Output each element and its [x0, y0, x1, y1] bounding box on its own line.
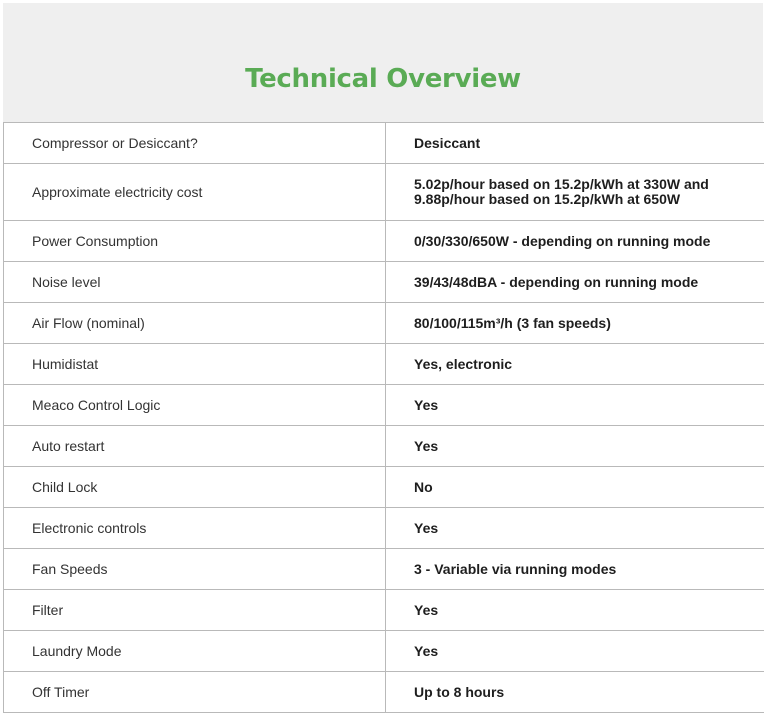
- spec-label: Humidistat: [4, 344, 386, 385]
- spec-label: Approximate electricity cost: [4, 164, 386, 221]
- table-row: [4, 590, 764, 631]
- spec-value-line: Yes: [414, 396, 439, 413]
- spec-value: [386, 164, 764, 221]
- spec-value-line: 5.02p/hour based on 15.2p/kWh at 330W and: [414, 176, 709, 192]
- table-row: [4, 385, 764, 426]
- table-row: [4, 164, 764, 221]
- specs-table: [3, 122, 764, 713]
- spec-label: Electronic controls: [4, 508, 386, 549]
- spec-value: [386, 508, 764, 549]
- spec-label: Compressor or Desiccant?: [4, 123, 386, 164]
- spec-label: Noise level: [4, 262, 386, 303]
- spec-value: [386, 221, 764, 262]
- spec-value: [386, 385, 764, 426]
- spec-value-line: 3 - Variable via running modes: [414, 560, 617, 577]
- spec-value-line: Yes: [414, 519, 439, 536]
- spec-value-line: No: [414, 478, 433, 495]
- table-row: [4, 631, 764, 672]
- spec-value-line: Yes: [414, 642, 439, 659]
- spec-label: Power Consumption: [4, 221, 386, 262]
- spec-label: Meaco Control Logic: [4, 385, 386, 426]
- spec-value: [386, 672, 764, 713]
- spec-value: [386, 467, 764, 508]
- table-row: [4, 672, 764, 713]
- spec-value: [386, 303, 764, 344]
- spec-value-line: Yes, electronic: [414, 355, 513, 372]
- section-title: Technical Overview: [245, 63, 521, 94]
- spec-label: Off Timer: [4, 672, 386, 713]
- spec-label: Filter: [4, 590, 386, 631]
- spec-value: [386, 549, 764, 590]
- spec-value-line: 80/100/115m³/h (3 fan speeds): [414, 314, 611, 331]
- spec-value-line: Yes: [414, 437, 439, 454]
- spec-value-line: 39/43/48dBA - depending on running mode: [414, 273, 699, 290]
- spec-value: [386, 590, 764, 631]
- table-row: [4, 262, 764, 303]
- spec-value: [386, 262, 764, 303]
- section-header: [3, 3, 763, 122]
- spec-value: [386, 344, 764, 385]
- table-row: [4, 344, 764, 385]
- spec-label: Air Flow (nominal): [4, 303, 386, 344]
- table-row: [4, 549, 764, 590]
- spec-value: [386, 426, 764, 467]
- spec-label: Fan Speeds: [4, 549, 386, 590]
- table-row: [4, 508, 764, 549]
- table-row: [4, 123, 764, 164]
- spec-value-line: Desiccant: [414, 134, 481, 151]
- spec-label: Auto restart: [4, 426, 386, 467]
- spec-value-line: 0/30/330/650W - depending on running mode: [414, 232, 711, 249]
- table-row: [4, 303, 764, 344]
- spec-value: [386, 123, 764, 164]
- table-row: [4, 426, 764, 467]
- table-row: [4, 221, 764, 262]
- spec-value-line: Up to 8 hours: [414, 683, 505, 700]
- spec-label: Child Lock: [4, 467, 386, 508]
- spec-value-line: Yes: [414, 601, 439, 618]
- spec-label: Laundry Mode: [4, 631, 386, 672]
- spec-value-line: 9.88p/hour based on 15.2p/kWh at 650W: [414, 191, 681, 207]
- spec-value: [386, 631, 764, 672]
- table-row: [4, 467, 764, 508]
